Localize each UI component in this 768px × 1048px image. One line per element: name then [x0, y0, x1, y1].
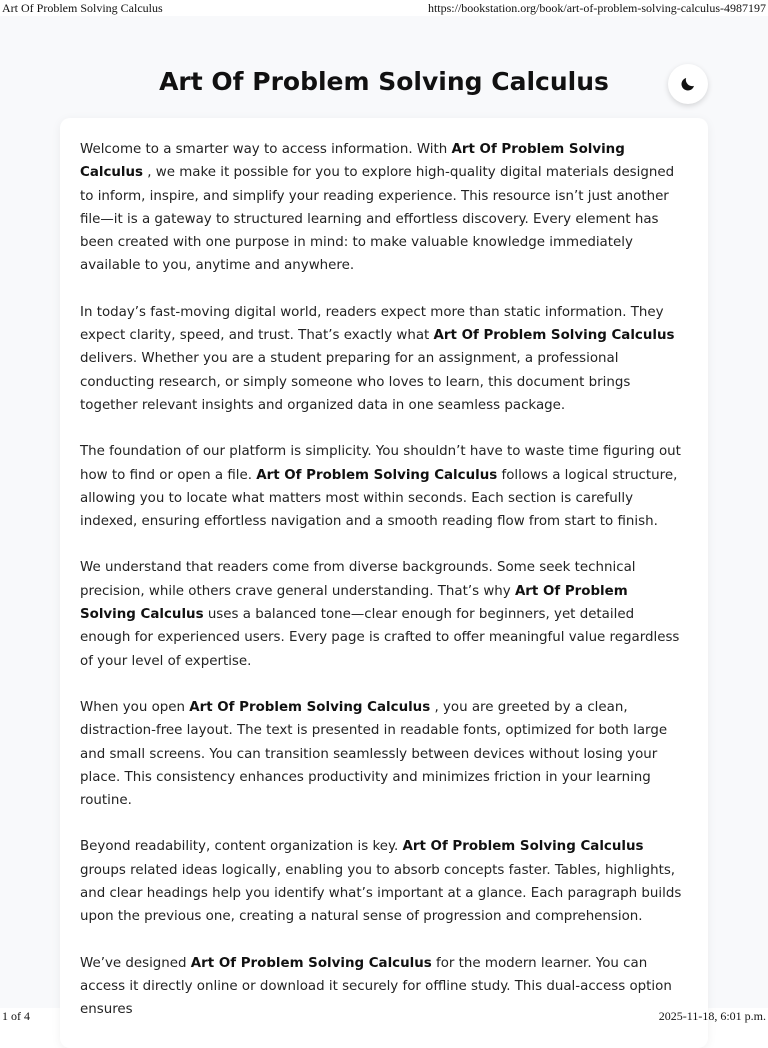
paragraph-6	[80, 835, 688, 928]
paragraph-5	[80, 696, 688, 812]
moon-icon	[679, 75, 697, 93]
paragraph-text: We understand that readers come from diverse backgrounds. Some seek technical precision, while others crave general understanding. That’s why	[80, 560, 636, 599]
paragraph-text: Welcome to a smarter way to access information. With	[80, 142, 452, 157]
book-title-highlight: Art Of Problem Solving Calculus	[256, 467, 498, 483]
book-title-highlight: Art Of Problem Solving Calculus	[433, 328, 675, 344]
paragraph-text: Beyond readability, content organization is key.	[80, 839, 403, 855]
print-timestamp: 2025-11-18, 6:01 p.m.	[658, 1009, 766, 1023]
paragraph-3	[80, 440, 688, 533]
paragraph-text: delivers. Whether you are a student preparing for an assignment, a professional conducting research, or simply someone who loves to learn, this document brings together relevant insights and organized data in one seamless package.	[80, 351, 631, 413]
paragraph-text: The foundation of our platform is simplicity. You shouldn’t have to waste time figuring out how to find or open a file.	[80, 444, 681, 483]
paragraph-text: groups related ideas logically, enabling you to absorb concepts faster. Tables, highlights, and clear headings help you identify what’s important at a glance. Each paragraph builds upon the previous one, creating a natural sense of progression and comprehension.	[80, 862, 682, 925]
paragraph-text: We’ve designed	[80, 955, 191, 971]
page-title: Art Of Problem Solving Calculus	[159, 67, 609, 96]
book-title-highlight: Art Of Problem Solving Calculus	[189, 699, 431, 715]
paragraph-1	[80, 138, 688, 278]
book-title-highlight: Art Of Problem Solving Calculus	[402, 839, 644, 855]
paragraph-text: uses a balanced tone—clear enough for beginners, yet detailed enough for experienced users. Every page is crafted to offer meaningful value regardless of your level of expertise.	[80, 607, 680, 669]
paragraph-2	[80, 301, 688, 417]
print-header-title: Art Of Problem Solving Calculus	[2, 1, 163, 15]
paragraph-text: follows a logical structure, allowing you to locate what matters most within seconds. Each section is carefully indexed, ensuring effortless navigation and a smooth reading flow from start to finish.	[80, 467, 678, 530]
print-header-url: https://bookstation.org/book/art-of-problem-solving-calculus-4987197	[427, 1, 766, 15]
print-footer	[0, 1008, 768, 1024]
paragraph-4	[80, 556, 688, 672]
paragraph-text: In today’s fast-moving digital world, readers expect more than static information. They expect clarity, speed, and trust. That’s exactly what	[80, 304, 664, 344]
paragraph-text: When you open	[80, 699, 190, 715]
page-count: 1 of 4	[2, 1009, 30, 1023]
paragraph-text: , you are greeted by a clean, distraction-free layout. The text is presented in readable fonts, optimized for both large and small screens. You can transition seamlessly between devices without losing your place. This consistency enhances productivity and minimizes friction in your learning routine.	[80, 699, 668, 809]
print-header	[0, 0, 768, 16]
paragraph-text: for the modern learner. You can access it directly online or download it securely for offline study. This dual-access option ensures	[80, 955, 672, 1018]
paragraph-text: , we make it possible for you to explore high-quality digital materials designed to inform, inspire, and simplify your reading experience. This resource isn’t just another file—it is a gateway to structured learning and effortless discovery. Every element has been created with one purpose in mind: to make valuable knowledge immediately available to you, anytime and anywhere.	[80, 165, 675, 274]
theme-toggle-button[interactable]	[668, 64, 708, 104]
article-body	[60, 118, 708, 1048]
book-title-highlight: Art Of Problem Solving Calculus	[190, 955, 432, 971]
book-title-highlight: Art Of Problem Solving Calculus	[80, 583, 628, 623]
book-title-highlight: Art Of Problem Solving Calculus	[80, 142, 625, 181]
